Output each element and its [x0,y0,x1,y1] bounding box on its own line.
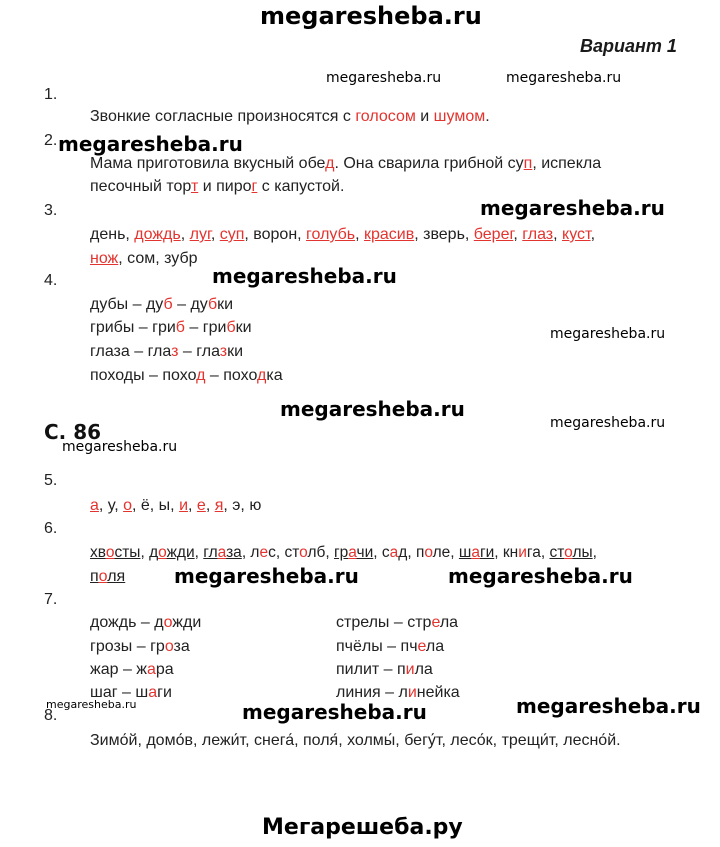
task5-text: а, у, о, ё, ы, и, е, я, э, ю [90,497,262,514]
task4-row: грибы – гриб – грибки [90,319,252,336]
watermark: megaresheba.ru [550,326,666,342]
footer-brand[interactable]: Мегарешеба.ру [262,815,463,840]
task7-pair: линия – линейка [336,684,460,701]
task7-pair: пчёлы – пчела [336,638,445,655]
task4-row: глаза – глаз – глазки [90,343,244,360]
watermark: megaresheba.ru [242,700,427,724]
task-number: 3. [44,202,58,219]
watermark: megaresheba.ru [280,397,465,421]
task-number: 2. [44,132,58,149]
task1-text: Звонкие согласные произносятся с голосом и шумом. [90,108,490,125]
task3-line1: день, дождь, луг, суп, ворон, голубь, красив, зверь, берег, глаз, куст, [90,226,596,243]
task3-line2: нож, сом, зубр [90,250,198,267]
site-title[interactable]: megaresheba.ru [260,2,482,30]
watermark: megaresheba.ru [62,439,178,455]
task-number: 7. [44,591,58,608]
task7-pair: шаг – шаги [90,684,172,701]
watermark: megaresheba.ru [506,70,622,86]
watermark: megaresheba.ru [550,415,666,431]
page-label: С. 86 [44,420,102,444]
task7-pair: дождь – дожди [90,614,202,631]
task7-pair: пилит – пила [336,661,433,678]
task8-text: Зимо́й, домо́в, лежи́т, снега́, поля́, холмы́, бегу́т, лесо́к, трещи́т, лесно́й. [90,732,621,749]
watermark: megaresheba.ru [516,694,701,718]
task-number: 8. [44,707,58,724]
task4-row: дубы – дуб – дубки [90,296,234,313]
watermark: megaresheba.ru [480,196,665,220]
watermark: megaresheba.ru [212,264,397,288]
task6-line2: поля [90,568,126,585]
task7-pair: стрелы – стрела [336,614,459,631]
watermark: megaresheba.ru [46,698,137,711]
task2-line2: песочный торт и пирог с капустой. [90,178,345,195]
task4-row: походы – поход – походка [90,367,283,384]
watermark: megaresheba.ru [448,564,633,588]
task-number: 6. [44,520,58,537]
watermark: megaresheba.ru [174,564,359,588]
watermark: megaresheba.ru [326,70,442,86]
task-number: 4. [44,272,58,289]
task-number: 5. [44,472,58,489]
task7-pair: грозы – гроза [90,638,190,655]
variant-label: Вариант 1 [580,36,677,56]
watermark: megaresheba.ru [58,132,243,156]
task2-line1: Мама приготовила вкусный обед. Она сварила грибной суп, испекла [90,155,602,172]
task6-line1: хвосты, дожди, глаза, лес, столб, грачи, сад, поле, шаги, книга, столы, [90,544,597,561]
task7-pair: жар – жара [90,661,174,678]
task-number: 1. [44,86,58,103]
